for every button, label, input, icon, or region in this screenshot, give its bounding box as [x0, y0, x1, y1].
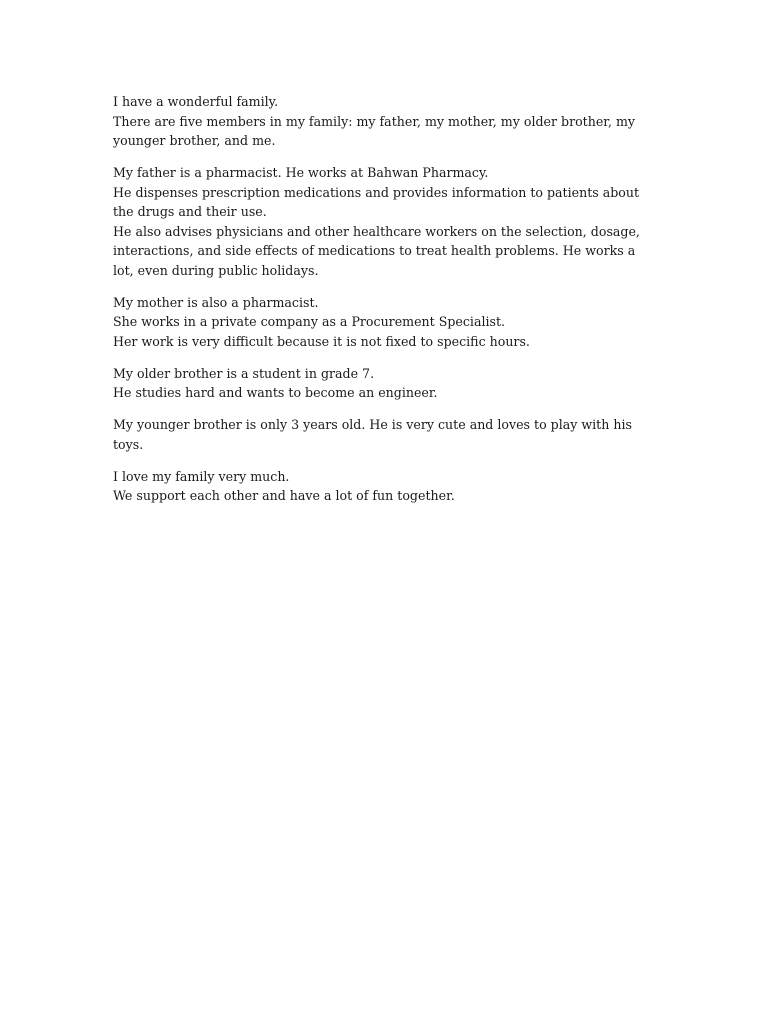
text-line: He also advises physicians and other healthcare workers on the selection, dosage, interactions, and side effects of medications to treat health problems. He works a lot, even during public holidays. — [113, 223, 640, 278]
paragraph-closing — [113, 467, 658, 506]
text-line: We support each other and have a lot of fun together. — [113, 488, 455, 503]
text-line: My older brother is a student in grade 7. — [113, 365, 375, 381]
text-line: He studies hard and wants to become an engineer. — [113, 385, 438, 400]
text-line: Her work is very difficult because it is not fixed to specific hours. — [113, 333, 530, 349]
text-line: My younger brother is only 3 years old. He is very cute and loves to play with his toys. — [113, 417, 632, 452]
paragraph-father — [113, 163, 658, 280]
paragraph-mother — [113, 293, 658, 352]
text-line: There are five members in my family: my father, my mother, my older brother, my younger brother, and me. — [113, 113, 636, 148]
text-line: My mother is also a pharmacist. — [113, 294, 319, 310]
text-line: She works in a private company as a Procurement Specialist. — [113, 314, 506, 329]
text-line: I have a wonderful family. — [113, 94, 279, 109]
paragraph-intro — [113, 92, 658, 151]
text-line: He dispenses prescription medications and provides information to patients about the drugs and their use. — [113, 184, 640, 219]
paragraph-younger-brother — [113, 415, 658, 454]
paragraph-older-brother — [113, 364, 658, 403]
document-body — [113, 92, 658, 518]
text-line: I love my family very much. — [113, 468, 290, 484]
text-line: My father is a pharmacist. He works at Bahwan Pharmacy. — [113, 165, 489, 180]
